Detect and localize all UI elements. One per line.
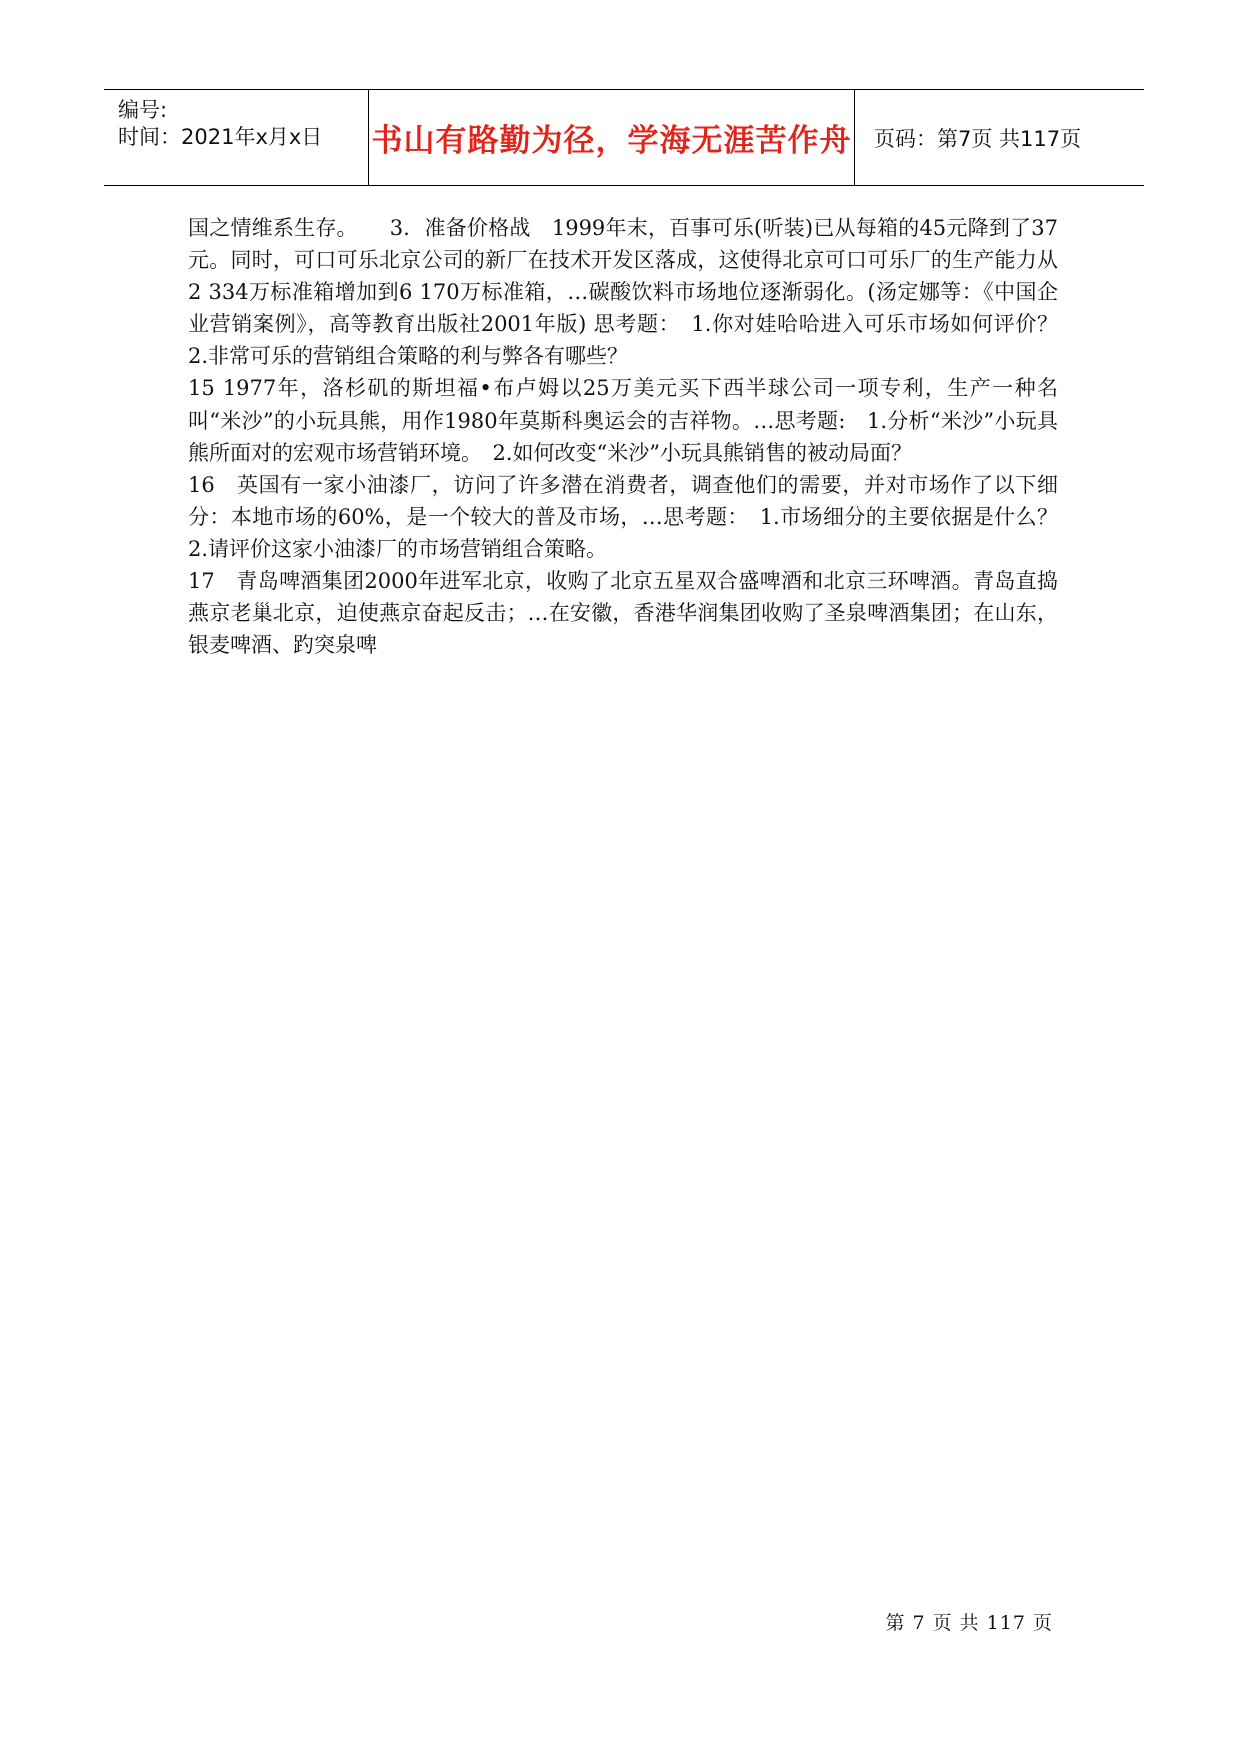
page-header [104,89,1144,186]
document-body [188,212,1079,661]
page-footer: 第 7 页 共 117 页 [885,1612,1053,1634]
document-number-label: 编号: [118,98,168,122]
header-info-cell [104,90,369,185]
document-time-label: 时间：2021年x月x日 [118,125,323,149]
paragraph-case-15: 15 1977年，洛杉矶的斯坦福•布卢姆以25万美元买下西半球公司一项专利，生产一种名叫“米沙”的小玩具熊，用作1980年莫斯科奥运会的吉祥物。…思考题: 1.分析“米沙”小玩具熊所面对的宏观市场营销环境。 2.如何改变“米沙”小玩具熊销售的被动局面？ [188,376,1058,465]
paragraph-case-17: 17 青岛啤酒集团2000年进军北京，收购了北京五星双合盛啤酒和北京三环啤酒。青岛直捣燕京老巢北京，迫使燕京奋起反击；…在安徽，香港华润集团收购了圣泉啤酒集团；在山东，银麦啤酒、趵突泉啤 [188,569,1058,658]
paragraph-case-16: 16 英国有一家小油漆厂，访问了许多潜在消费者，调查他们的需要，并对市场作了以下细分：本地市场的60%，是一个较大的普及市场，…思考题： 1.市场细分的主要依据是什么？2.请评价这家小油漆厂的市场营销组合策略。 [188,472,1058,561]
paragraph-case-14-continued: 国之情维系生存。 3．准备价格战 1999年末，百事可乐(听装)已从每箱的45元降到了37元。同时，可口可乐北京公司的新厂在技术开发区落成，这使得北京可口可乐厂的生产能力从2 334万标准箱增加到6 170万标准箱，…碳酸饮料市场地位逐渐弱化。(汤定娜等：《中国企业营销案例》，高等教育出版社2001年版) 思考题： 1.你对娃哈哈进入可乐市场如何评价？ 2.非常可乐的营销组合策略的利与弊各有哪些？ [188,216,1079,369]
header-motto: 书山有路勤为径，学海无涯苦作舟 [369,90,855,185]
header-page-code: 页码：第7页 共117页 [874,126,1082,151]
